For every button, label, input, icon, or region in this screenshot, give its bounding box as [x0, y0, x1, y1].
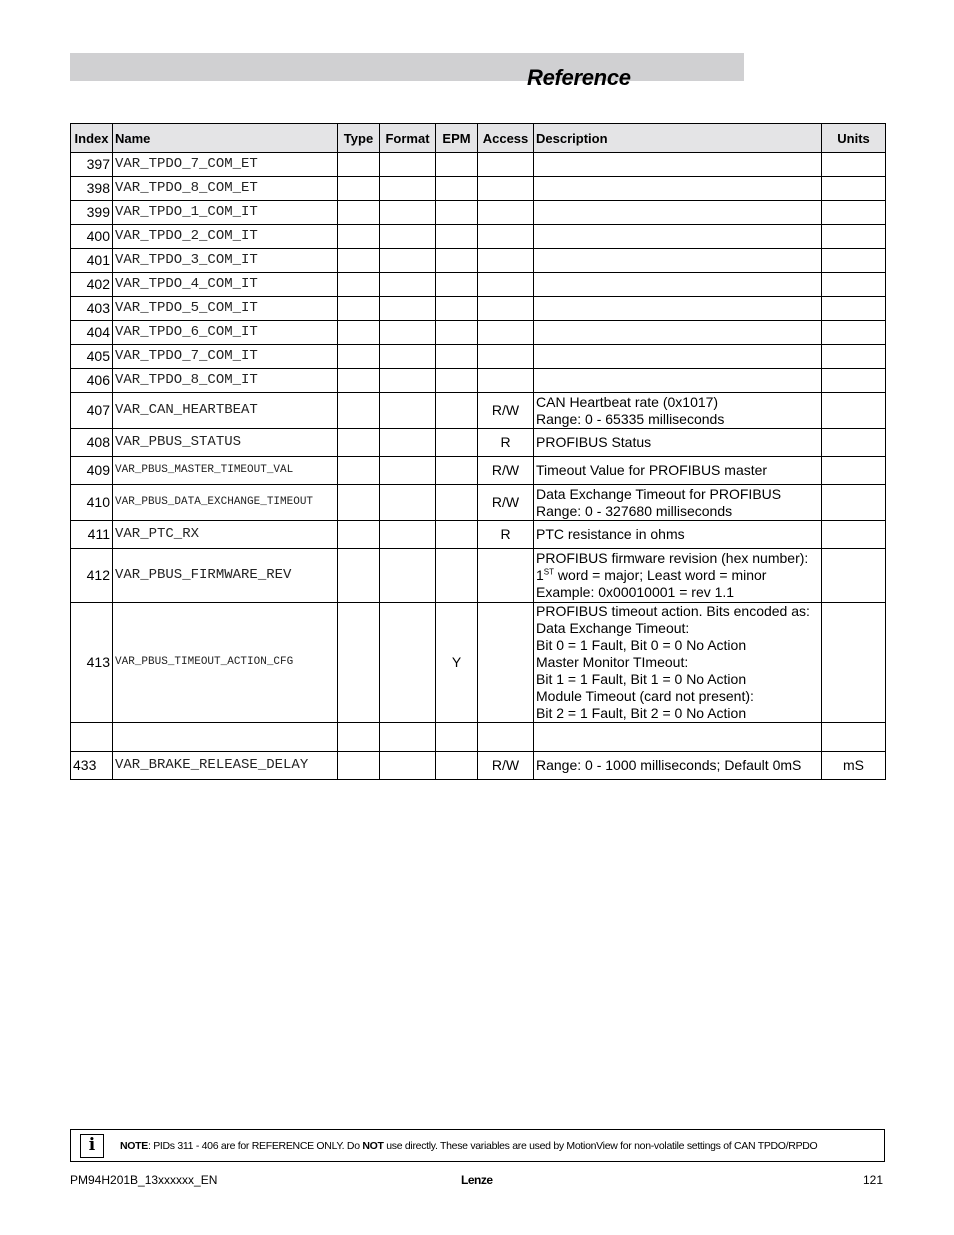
cell-description	[534, 549, 822, 603]
footer-brand: Lenze	[461, 1173, 493, 1187]
cell-format	[380, 321, 436, 345]
cell-name: VAR_PBUS_FIRMWARE_REV	[113, 549, 338, 603]
cell-units	[822, 393, 886, 429]
cell-description	[534, 249, 822, 273]
description-line: Bit 1 = 1 Fault, Bit 1 = 0 No Action	[536, 671, 747, 687]
description-line: PROFIBUS firmware revision (hex number):	[536, 550, 809, 566]
note-text	[120, 1140, 817, 1152]
cell-description	[534, 457, 822, 485]
cell-type	[338, 485, 380, 521]
header-bar	[70, 53, 744, 81]
cell-epm	[436, 345, 478, 369]
cell-epm	[436, 297, 478, 321]
table-row	[71, 225, 886, 249]
cell-units	[822, 153, 886, 177]
cell-access: R/W	[478, 485, 534, 521]
cell-units	[822, 521, 886, 549]
cell-type	[338, 273, 380, 297]
table-row	[71, 297, 886, 321]
cell-name: VAR_CAN_HEARTBEAT	[113, 393, 338, 429]
cell-description	[534, 177, 822, 201]
cell-access	[478, 723, 534, 752]
table-row	[71, 249, 886, 273]
cell-type	[338, 249, 380, 273]
cell-units	[822, 549, 886, 603]
cell-type	[338, 457, 380, 485]
footer-page-number: 121	[862, 1173, 883, 1187]
cell-index: 413	[71, 603, 113, 723]
description-line: CAN Heartbeat rate (0x1017)	[536, 393, 719, 410]
cell-units	[822, 201, 886, 225]
note-emphasis: NOT	[362, 1139, 384, 1152]
cell-units	[822, 457, 886, 485]
cell-name	[113, 723, 338, 752]
description-line: Timeout Value for PROFIBUS master	[536, 462, 768, 478]
cell-format	[380, 393, 436, 429]
description-line: Example: 0x00010001 = rev 1.1	[536, 584, 735, 600]
cell-format	[380, 249, 436, 273]
cell-epm	[436, 752, 478, 780]
cell-name: VAR_TPDO_4_COM_IT	[113, 273, 338, 297]
cell-format	[380, 177, 436, 201]
note-text-part-2: use directly. These variables are used by MotionView for non-volatile settings of CAN TPDO/RPDO	[383, 1139, 818, 1152]
description-line: Data Exchange Timeout for PROFIBUS	[536, 485, 782, 502]
table-row	[71, 177, 886, 201]
cell-name: VAR_TPDO_6_COM_IT	[113, 321, 338, 345]
cell-name: VAR_PBUS_MASTER_TIMEOUT_VAL	[113, 457, 338, 485]
cell-index: 398	[71, 177, 113, 201]
cell-format	[380, 549, 436, 603]
cell-access: R/W	[478, 393, 534, 429]
cell-format	[380, 153, 436, 177]
cell-description	[534, 603, 822, 723]
cell-name: VAR_TPDO_7_COM_ET	[113, 153, 338, 177]
cell-epm	[436, 225, 478, 249]
table-row	[71, 345, 886, 369]
description-line: PTC resistance in ohms	[536, 526, 685, 542]
cell-description	[534, 723, 822, 752]
cell-format	[380, 345, 436, 369]
cell-description	[534, 297, 822, 321]
table-row	[71, 521, 886, 549]
table-row	[71, 457, 886, 485]
cell-access	[478, 177, 534, 201]
cell-type	[338, 177, 380, 201]
table-row	[71, 273, 886, 297]
cell-description	[534, 201, 822, 225]
description-line: Bit 2 = 1 Fault, Bit 2 = 0 No Action	[536, 705, 747, 721]
cell-epm	[436, 153, 478, 177]
cell-epm	[436, 549, 478, 603]
table-row	[71, 485, 886, 521]
cell-index: 410	[71, 485, 113, 521]
table-row	[71, 201, 886, 225]
cell-index: 409	[71, 457, 113, 485]
cell-name: VAR_TPDO_2_COM_IT	[113, 225, 338, 249]
table-row	[71, 549, 886, 603]
column-header-type: Type	[338, 124, 380, 153]
cell-epm	[436, 321, 478, 345]
table-row	[71, 723, 886, 752]
cell-access	[478, 549, 534, 603]
table-row	[71, 429, 886, 457]
cell-type	[338, 723, 380, 752]
cell-units	[822, 273, 886, 297]
cell-index: 433	[71, 752, 113, 780]
description-line: Bit 0 = 1 Fault, Bit 0 = 0 No Action	[536, 637, 747, 653]
description-line: Range: 0 - 1000 milliseconds; Default 0mS	[536, 757, 802, 773]
table-row	[71, 321, 886, 345]
cell-name: VAR_PTC_RX	[113, 521, 338, 549]
cell-format	[380, 457, 436, 485]
cell-index: 408	[71, 429, 113, 457]
cell-index: 402	[71, 273, 113, 297]
cell-units	[822, 249, 886, 273]
cell-description	[534, 153, 822, 177]
cell-epm: Y	[436, 603, 478, 723]
cell-name: VAR_TPDO_5_COM_IT	[113, 297, 338, 321]
cell-epm	[436, 521, 478, 549]
cell-type	[338, 521, 380, 549]
cell-index	[71, 723, 113, 752]
cell-index: 405	[71, 345, 113, 369]
cell-name: VAR_BRAKE_RELEASE_DELAY	[113, 752, 338, 780]
cell-epm	[436, 393, 478, 429]
cell-index: 403	[71, 297, 113, 321]
cell-units	[822, 485, 886, 521]
page-title: Reference	[527, 65, 631, 90]
cell-access	[478, 603, 534, 723]
description-line: Data Exchange Timeout:	[536, 620, 690, 636]
cell-index: 404	[71, 321, 113, 345]
footer-doc-id: PM94H201B_13xxxxxx_EN	[70, 1173, 218, 1187]
info-icon: i	[80, 1134, 104, 1158]
cell-type	[338, 345, 380, 369]
cell-name: VAR_TPDO_8_COM_IT	[113, 369, 338, 393]
cell-access: R/W	[478, 457, 534, 485]
cell-description	[534, 225, 822, 249]
cell-index: 401	[71, 249, 113, 273]
cell-units	[822, 603, 886, 723]
cell-access: R	[478, 429, 534, 457]
cell-format	[380, 485, 436, 521]
cell-epm	[436, 485, 478, 521]
cell-epm	[436, 457, 478, 485]
description-line: Module Timeout (card not present):	[536, 688, 754, 704]
cell-name: VAR_PBUS_DATA_EXCHANGE_TIMEOUT	[113, 485, 338, 521]
cell-type	[338, 549, 380, 603]
cell-index: 400	[71, 225, 113, 249]
cell-access	[478, 321, 534, 345]
cell-epm	[436, 723, 478, 752]
cell-type	[338, 225, 380, 249]
cell-access: R	[478, 521, 534, 549]
cell-type	[338, 603, 380, 723]
cell-units	[822, 297, 886, 321]
cell-access	[478, 345, 534, 369]
cell-format	[380, 752, 436, 780]
note-box	[70, 1129, 885, 1162]
cell-units	[822, 429, 886, 457]
table-row	[71, 393, 886, 429]
cell-access	[478, 297, 534, 321]
column-header-name: Name	[113, 124, 338, 153]
column-header-units: Units	[822, 124, 886, 153]
table-row	[71, 153, 886, 177]
cell-access	[478, 153, 534, 177]
cell-description	[534, 369, 822, 393]
cell-format	[380, 297, 436, 321]
column-header-index: Index	[71, 124, 113, 153]
reference-table	[70, 123, 886, 780]
description-line: Master Monitor TImeout:	[536, 654, 689, 670]
cell-epm	[436, 249, 478, 273]
table-row	[71, 752, 886, 780]
cell-access	[478, 369, 534, 393]
column-header-description: Description	[534, 124, 822, 153]
cell-index: 407	[71, 393, 113, 429]
cell-type	[338, 201, 380, 225]
cell-type	[338, 393, 380, 429]
cell-access	[478, 225, 534, 249]
description-line: 1ST word = major; Least word = minor	[536, 567, 767, 583]
cell-type	[338, 153, 380, 177]
column-header-epm: EPM	[436, 124, 478, 153]
cell-access	[478, 273, 534, 297]
table-row	[71, 603, 886, 723]
cell-epm	[436, 177, 478, 201]
cell-type	[338, 321, 380, 345]
cell-format	[380, 723, 436, 752]
description-line: PROFIBUS Status	[536, 434, 652, 450]
column-header-format: Format	[380, 124, 436, 153]
cell-description	[534, 273, 822, 297]
table-body	[71, 153, 886, 780]
cell-description	[534, 393, 822, 429]
table-header-row	[71, 124, 886, 153]
cell-type	[338, 752, 380, 780]
cell-units	[822, 321, 886, 345]
note-label: NOTE	[120, 1139, 148, 1152]
cell-index: 412	[71, 549, 113, 603]
table-row	[71, 369, 886, 393]
description-line: PROFIBUS timeout action. Bits encoded as:	[536, 603, 810, 619]
cell-format	[380, 521, 436, 549]
cell-type	[338, 369, 380, 393]
cell-units	[822, 369, 886, 393]
cell-name: VAR_TPDO_8_COM_ET	[113, 177, 338, 201]
description-line: Range: 0 - 327680 milliseconds	[536, 502, 733, 519]
cell-name: VAR_TPDO_3_COM_IT	[113, 249, 338, 273]
cell-units	[822, 723, 886, 752]
cell-access	[478, 249, 534, 273]
cell-name: VAR_PBUS_STATUS	[113, 429, 338, 457]
ordinal-superscript: ST	[543, 567, 555, 577]
cell-access	[478, 201, 534, 225]
cell-type	[338, 297, 380, 321]
cell-format	[380, 369, 436, 393]
cell-description	[534, 321, 822, 345]
cell-access: R/W	[478, 752, 534, 780]
cell-units: mS	[822, 752, 886, 780]
cell-name: VAR_PBUS_TIMEOUT_ACTION_CFG	[113, 603, 338, 723]
cell-name: VAR_TPDO_1_COM_IT	[113, 201, 338, 225]
column-header-access: Access	[478, 124, 534, 153]
cell-units	[822, 345, 886, 369]
cell-units	[822, 177, 886, 201]
cell-name: VAR_TPDO_7_COM_IT	[113, 345, 338, 369]
cell-description	[534, 485, 822, 521]
cell-type	[338, 429, 380, 457]
cell-index: 397	[71, 153, 113, 177]
note-text-part-1: : PIDs 311 - 406 are for REFERENCE ONLY. Do	[147, 1139, 363, 1152]
cell-index: 399	[71, 201, 113, 225]
cell-description	[534, 752, 822, 780]
cell-format	[380, 201, 436, 225]
cell-epm	[436, 429, 478, 457]
cell-format	[380, 429, 436, 457]
cell-description	[534, 521, 822, 549]
cell-epm	[436, 273, 478, 297]
cell-units	[822, 225, 886, 249]
cell-index: 406	[71, 369, 113, 393]
cell-epm	[436, 369, 478, 393]
cell-description	[534, 429, 822, 457]
cell-format	[380, 273, 436, 297]
cell-format	[380, 603, 436, 723]
cell-format	[380, 225, 436, 249]
cell-description	[534, 345, 822, 369]
cell-index: 411	[71, 521, 113, 549]
cell-epm	[436, 201, 478, 225]
description-line: Range: 0 - 65335 milliseconds	[536, 410, 725, 427]
